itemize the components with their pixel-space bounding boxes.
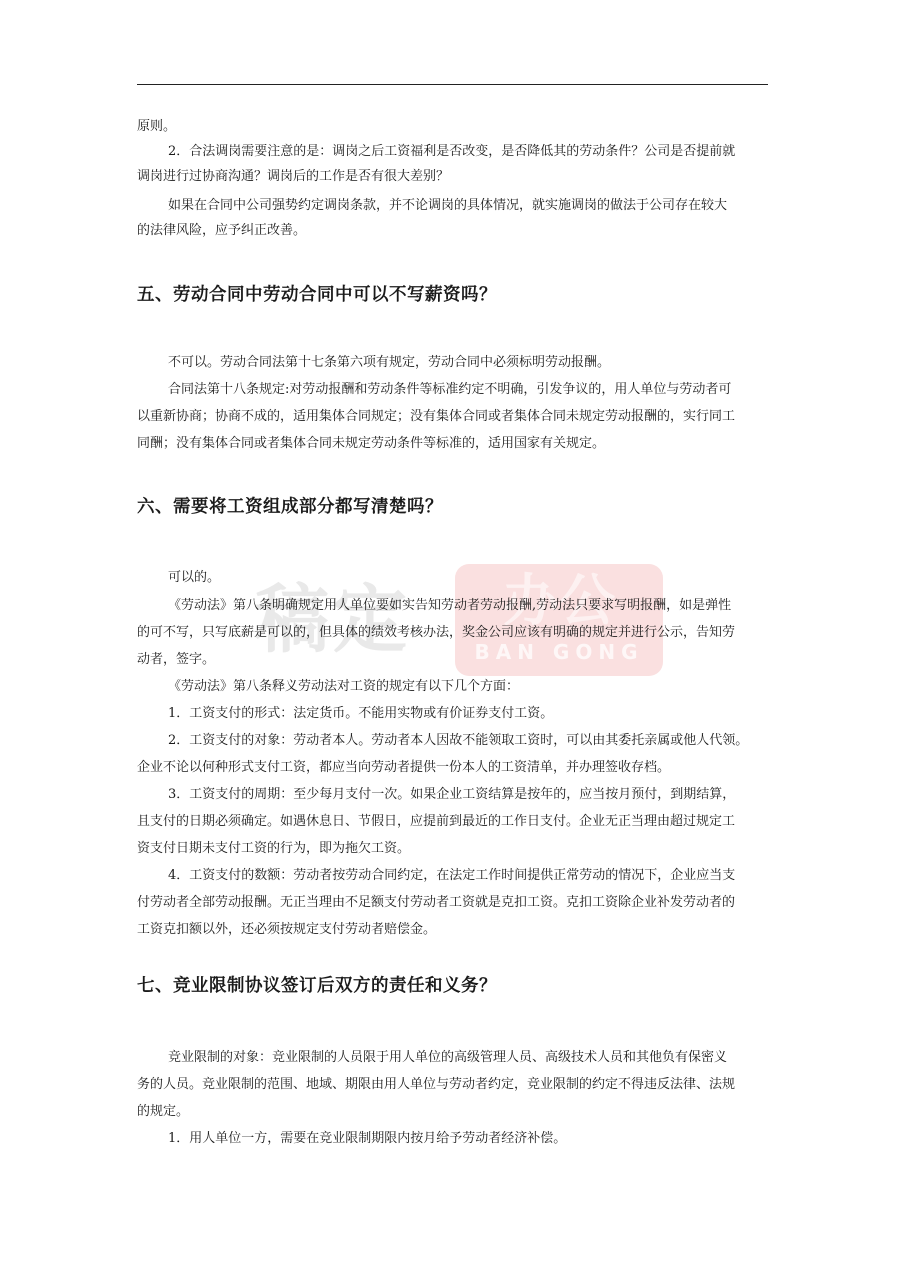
paragraph-text: 调岗进行过协商沟通？调岗后的工作是否有很大差别？ (137, 169, 450, 184)
list-item: 1．用人单位一方，需要在竞业限制期限内按月给予劳动者经济补偿。 (168, 1131, 567, 1146)
paragraph-text: 《劳动法》第八条明确规定用人单位要如实告知劳动者劳动报酬,劳动法只要求写明报酬，如是弹性 (168, 598, 732, 613)
paragraph-text: 务的人员。竞业限制的范围、地域、期限由用人单位与劳动者约定，竞业限制的约定不得违反法律、法规 (137, 1077, 736, 1092)
paragraph-text: 合同法第十八条规定:对劳动报酬和劳动条件等标准约定不明确，引发争议的，用人单位与劳动者可 (168, 382, 732, 397)
paragraph-text: 企业不论以何种形式支付工资，都应当向劳动者提供一份本人的工资清单，并办理签收存档。 (137, 760, 671, 775)
section-heading-5: 五、劳动合同中劳动合同中可以不写薪资吗？ (137, 285, 497, 305)
paragraph-text: 同酬；没有集体合同或者集体合同未规定劳动条件等标准的，适用国家有关规定。 (137, 436, 606, 451)
paragraph-text: 竞业限制的对象：竞业限制的人员限于用人单位的高级管理人员、高级技术人员和其他负有保密义 (168, 1050, 728, 1065)
paragraph-text: 不可以。劳动合同法第十七条第六项有规定，劳动合同中必须标明劳动报酬。 (168, 355, 611, 370)
paragraph-text: 可以的。 (168, 570, 221, 585)
paragraph-text: 如果在合同中公司强势约定调岗条款，并不论调岗的具体情况，就实施调岗的做法于公司存在较大 (168, 198, 728, 213)
paragraph-text: 动者，签字。 (137, 652, 216, 667)
watermark-badge-subtext: BAN GONG (474, 640, 644, 664)
list-item: 2．工资支付的对象：劳动者本人。劳动者本人因故不能领取工资时，可以由其委托亲属或他人代领。 (168, 733, 749, 748)
paragraph-text: 的法律风险，应予纠正改善。 (137, 223, 307, 238)
list-item: 1．工资支付的形式：法定货币。不能用实物或有价证券支付工资。 (168, 706, 554, 721)
paragraph-text: 原则。 (137, 119, 177, 134)
list-item: 3．工资支付的周期：至少每月支付一次。如果企业工资结算是按年的，应当按月预付，到期结算， (168, 787, 736, 802)
paragraph-text: 以重新协商；协商不成的，适用集体合同规定；没有集体合同或者集体合同未规定劳动报酬的，实行同工 (137, 409, 736, 424)
section-heading-6: 六、需要将工资组成部分都写清楚吗？ (137, 497, 443, 517)
paragraph-text: 《劳动法》第八条释义劳动法对工资的规定有以下几个方面： (168, 679, 520, 694)
list-item: 4．工资支付的数额：劳动者按劳动合同约定，在法定工作时间提供正常劳动的情况下，企业应当支 (168, 868, 736, 883)
paragraph-text: 且支付的日期必须确定。如遇休息日、节假日，应提前到最近的工作日支付。企业无正当理由超过规定工 (137, 814, 736, 829)
paragraph-text: 付劳动者全部劳动报酬。无正当理由不足额支付劳动者工资就是克扣工资。克扣工资除企业补发劳动者的 (137, 895, 736, 910)
paragraph-text: 工资克扣额以外，还必须按规定支付劳动者赔偿金。 (137, 922, 437, 937)
section-heading-7: 七、竞业限制协议签订后双方的责任和义务？ (137, 976, 497, 996)
watermark-badge-text: 办公 (503, 569, 615, 634)
paragraph-text: 资支付日期未支付工资的行为，即为拖欠工资。 (137, 841, 411, 856)
paragraph-text: 2．合法调岗需要注意的是：调岗之后工资福利是否改变，是否降低其的劳动条件？公司是否提前就 (168, 144, 736, 159)
header-rule (137, 84, 768, 85)
paragraph-text: 的可不写，只写底薪是可以的，但具体的绩效考核办法，奖金公司应该有明确的规定并进行公示，告知劳 (137, 625, 736, 640)
watermark-logo-text: 稿定 (255, 577, 411, 663)
paragraph-text: 的规定。 (137, 1104, 190, 1119)
